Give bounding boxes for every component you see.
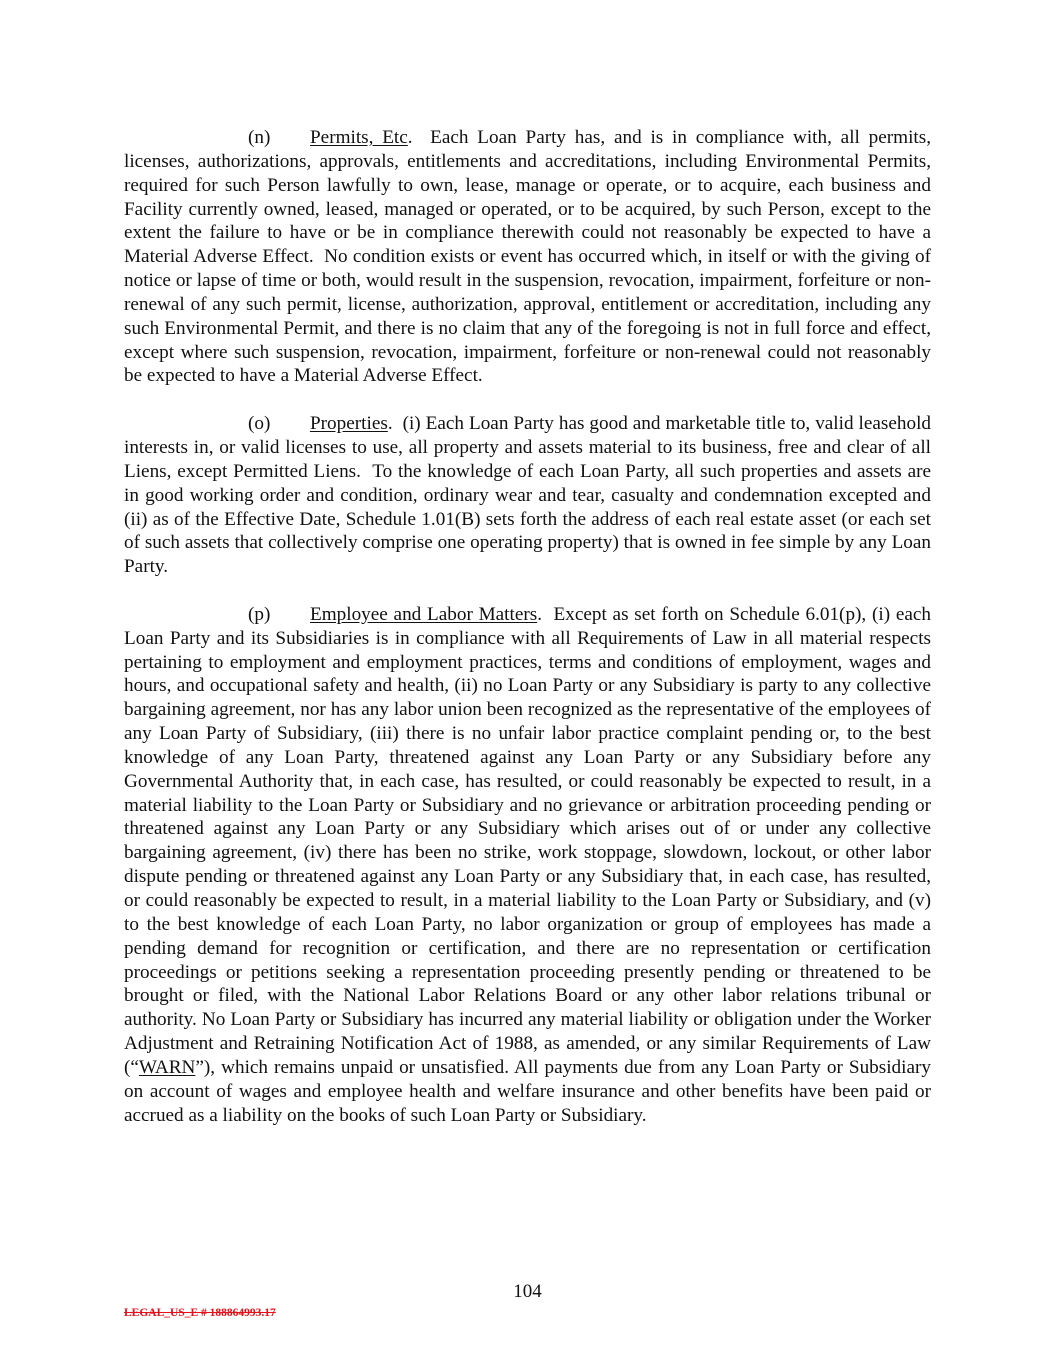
section-p-employee-labor [124,603,936,1128]
document-id-footer: LEGAL_US_E # 188864993.17 [124,1307,276,1319]
section-label: (n) [248,127,271,148]
section-body-continued: ”), which remains unpaid or unsatisfied. All payments due from any Loan Party or Subsidiary on account of wages and employee health and welfare insurance and other benefits have been paid or accrued as a liability on the books of such Loan Party or Subsidiary. [124,1056,931,1126]
section-heading: Properties [310,413,388,435]
heading-suffix: . [537,603,542,625]
page-number: 104 [513,1281,542,1302]
section-body: (i) Each Loan Party has good and marketable title to, valid leasehold interests in, or valid licenses to use, all property and assets material to its business, free and clear of all Liens, except Permitted Liens. To the knowledge of each Loan Party, all such properties and assets are in good working order and condition, ordinary wear and tear, casualty and condemnation excepted and (ii) as of the Effective Date, Schedule 1.01(B) sets forth the address of each real estate asset (or each set of such assets that collectively comprise one operating property) that is owned in fee simple by any Loan Party. [124,413,936,578]
heading-suffix: . [407,127,413,148]
section-n-permits [124,126,936,388]
heading-suffix: . [387,413,393,435]
section-label: (p) [248,603,271,625]
section-body: Each Loan Party has, and is in compliance with, all permits, licenses, authorizations, approvals, entitlements and accreditations, including Environmental Permits, required for such Person lawfully to own, lease, manage or operate, or to acquire, each business and Facility currently owned, leased, managed or operated, or to be acquired, by such Person, except to the extent the failure to have or be in compliance therewith could not reasonably be expected to have a Material Adverse Effect. No condition exists or event has occurred which, in itself or with the giving of notice or lapse of time or both, would result in the suspension, revocation, impairment, forfeiture or non-renewal of any such permit, license, authorization, approval, entitlement or accreditation, including any such Environmental Permit, and there is no claim that any of the foregoing is not in full force and effect, except where such suspension, revocation, impairment, forfeiture or non-renewal could not reasonably be expected to have a Material Adverse Effect. [124,127,936,387]
section-body: Except as set forth on Schedule 6.01(p), (i) each Loan Party and its Subsidiaries is in compliance with all Requirements of Law in all material respects pertaining to employment and employment practices, terms and conditions of employment, wages and hours, and occupational safety and health, (ii) no Loan Party or any Subsidiary is party to any collective bargaining agreement, nor has any labor union been recognized as the representative of the employees of any Loan Party of Subsidiary, (iii) there is no unfair labor practice complaint pending or, to the best knowledge of any Loan Party, threatened against any Loan Party or any Subsidiary before any Governmental Authority that, in each case, has resulted, or could reasonably be expected to result, in a material liability to the Loan Party or Subsidiary and no grievance or arbitration proceeding pending or threatened against any Loan Party or any Subsidiary which arises out of or under any collective bargaining agreement, (iv) there has been no strike, work stoppage, slowdown, lockout, or other labor dispute pending or threatened against any Loan Party or any Subsidiary that, in each case, has resulted, or could reasonably be expected to result, in a material liability to the Loan Party or Subsidiary, and (v) to the best knowledge of each Loan Party, no labor organization or group of employees has made a pending demand for recognition or certification, and there are no representation or certification proceedings or petitions seeking a representation proceeding presently pending or threatened to be brought or filed, with the National Labor Relations Board or any other labor relations tribunal or authority. No Loan Party or Subsidiary has incurred any material liability or obligation under the Worker Adjustment and Retraining Notification Act of 1988, as amended, or any similar Requirements of Law (“ [124,603,936,1078]
document-page [124,126,936,1151]
section-heading: Permits, Etc [310,127,408,148]
defined-term-warn: WARN [138,1056,196,1078]
section-label: (o) [248,413,271,435]
section-o-properties [124,412,936,579]
section-heading: Employee and Labor Matters [310,603,538,625]
